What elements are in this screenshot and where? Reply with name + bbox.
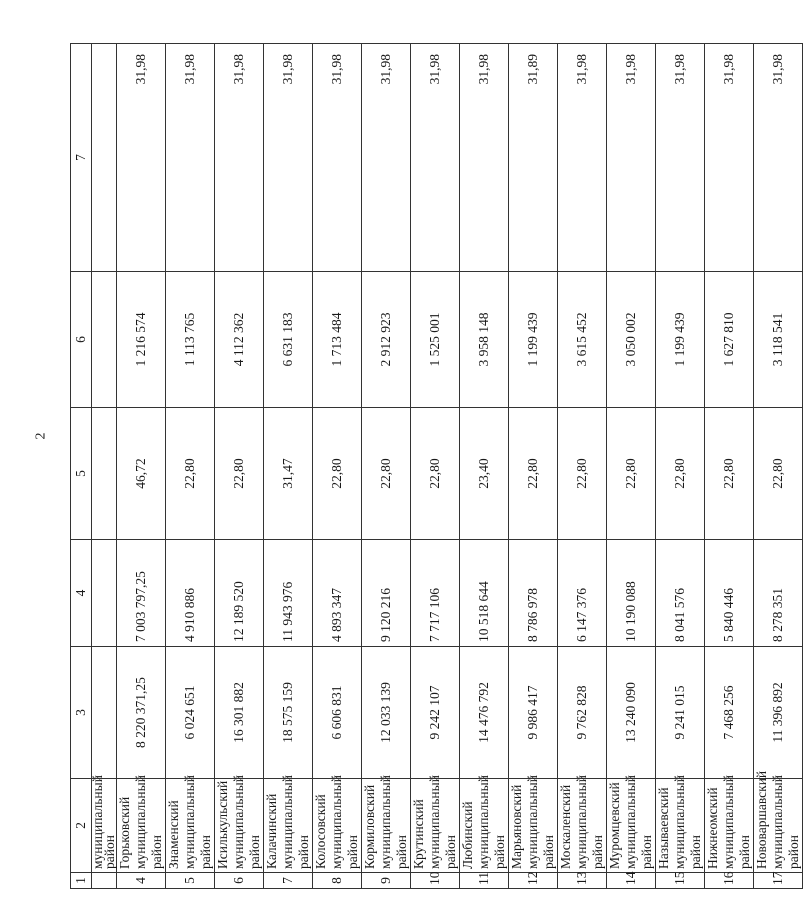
district-name-cell: Исилькульский муниципальный район <box>215 779 264 873</box>
column-6-value: 3 118 541 <box>754 272 803 408</box>
column-4-value: 8 041 576 <box>656 540 705 647</box>
column-5-value: 22,80 <box>362 408 411 540</box>
column-4-value: 6 147 376 <box>558 540 607 647</box>
column-5-value: 22,80 <box>705 408 754 540</box>
column-3-value: 6 606 831 <box>313 647 362 779</box>
district-name-cell: Кормиловский муниципальный район <box>362 779 411 873</box>
column-3-value: 9 241 015 <box>656 647 705 779</box>
table-row <box>460 44 509 889</box>
column-3-value: 13 240 090 <box>607 647 656 779</box>
table-row <box>313 44 362 889</box>
value-cell <box>92 272 117 408</box>
column-5-value: 22,80 <box>215 408 264 540</box>
row-number-cell: 14 <box>607 873 656 889</box>
column-header: 2 <box>71 779 92 873</box>
district-name-cell: муниципальный район <box>92 779 117 873</box>
column-7-value: 31,98 <box>656 44 705 272</box>
column-5-value: 22,80 <box>607 408 656 540</box>
column-7-value: 31,98 <box>460 44 509 272</box>
table-row <box>166 44 215 889</box>
column-5-value: 46,72 <box>117 408 166 540</box>
column-3-value: 11 396 892 <box>754 647 803 779</box>
column-5-value: 22,80 <box>558 408 607 540</box>
column-4-value: 7 003 797,25 <box>117 540 166 647</box>
column-header: 5 <box>71 408 92 540</box>
row-number-cell: 6 <box>215 873 264 889</box>
column-3-value: 16 301 882 <box>215 647 264 779</box>
row-number-cell: 5 <box>166 873 215 889</box>
column-3-value: 12 033 139 <box>362 647 411 779</box>
column-3-value: 9 986 417 <box>509 647 558 779</box>
district-name-cell: Калачинский муниципальный район <box>264 779 313 873</box>
table-row <box>215 44 264 889</box>
district-name-cell: Любинский муниципальный район <box>460 779 509 873</box>
column-7-value: 31,98 <box>313 44 362 272</box>
column-3-value: 7 468 256 <box>705 647 754 779</box>
column-header: 6 <box>71 272 92 408</box>
column-4-value: 4 893 347 <box>313 540 362 647</box>
column-5-value: 31,47 <box>264 408 313 540</box>
value-cell <box>92 44 117 272</box>
column-5-value: 22,80 <box>754 408 803 540</box>
page-number: 2 <box>33 432 49 440</box>
column-7-value: 31,98 <box>558 44 607 272</box>
column-7-value: 31,98 <box>215 44 264 272</box>
table-row <box>117 44 166 889</box>
column-6-value: 1 627 810 <box>705 272 754 408</box>
column-7-value: 31,98 <box>264 44 313 272</box>
value-cell <box>92 540 117 647</box>
district-name-cell: Москаленский муниципальный район <box>558 779 607 873</box>
row-number-cell: 17 <box>754 873 803 889</box>
column-header: 4 <box>71 540 92 647</box>
column-3-value: 6 024 651 <box>166 647 215 779</box>
column-7-value: 31,89 <box>509 44 558 272</box>
row-number-cell: 8 <box>313 873 362 889</box>
row-number-cell: 7 <box>264 873 313 889</box>
column-7-value: 31,98 <box>166 44 215 272</box>
column-7-value: 31,98 <box>705 44 754 272</box>
column-3-value: 18 575 159 <box>264 647 313 779</box>
column-7-value: 31,98 <box>607 44 656 272</box>
column-6-value: 3 958 148 <box>460 272 509 408</box>
district-name-cell: Знаменский муниципальный район <box>166 779 215 873</box>
row-number-cell: 12 <box>509 873 558 889</box>
table-row <box>558 44 607 889</box>
column-5-value: 22,80 <box>411 408 460 540</box>
row-number-cell: 4 <box>117 873 166 889</box>
table-row <box>607 44 656 889</box>
column-4-value: 12 189 520 <box>215 540 264 647</box>
column-5-value: 22,80 <box>166 408 215 540</box>
district-name-cell: Муромцевский муниципальный район <box>607 779 656 873</box>
district-name-cell: Называевский муниципальный район <box>656 779 705 873</box>
column-header: 3 <box>71 647 92 779</box>
row-number-cell: 9 <box>362 873 411 889</box>
column-4-value: 4 910 886 <box>166 540 215 647</box>
column-3-value: 8 220 371,25 <box>117 647 166 779</box>
header-row <box>71 44 92 889</box>
district-name-cell: Крутинский муниципальный район <box>411 779 460 873</box>
column-4-value: 8 278 351 <box>754 540 803 647</box>
column-3-value: 14 476 792 <box>460 647 509 779</box>
column-3-value: 9 242 107 <box>411 647 460 779</box>
table-row <box>509 44 558 889</box>
row-number-cell: 10 <box>411 873 460 889</box>
table-row <box>264 44 313 889</box>
table-viewport <box>70 44 801 889</box>
column-4-value: 8 786 978 <box>509 540 558 647</box>
column-7-value: 31,98 <box>362 44 411 272</box>
table-row <box>362 44 411 889</box>
table-row-continued <box>92 44 117 889</box>
row-number-cell: 13 <box>558 873 607 889</box>
row-number-cell <box>92 873 117 889</box>
row-number-cell: 16 <box>705 873 754 889</box>
column-4-value: 5 840 446 <box>705 540 754 647</box>
column-7-value: 31,98 <box>411 44 460 272</box>
column-6-value: 1 199 439 <box>509 272 558 408</box>
table-row <box>754 44 803 889</box>
data-table <box>70 43 803 889</box>
column-4-value: 9 120 216 <box>362 540 411 647</box>
column-6-value: 1 713 484 <box>313 272 362 408</box>
row-number-cell: 15 <box>656 873 705 889</box>
value-cell <box>92 647 117 779</box>
column-5-value: 22,80 <box>313 408 362 540</box>
column-6-value: 4 112 362 <box>215 272 264 408</box>
column-6-value: 1 113 765 <box>166 272 215 408</box>
column-5-value: 22,80 <box>656 408 705 540</box>
table-row <box>705 44 754 889</box>
district-name-cell: Колосовский муниципальный район <box>313 779 362 873</box>
district-name-cell: Нижнеомский муниципальный район <box>705 779 754 873</box>
table-row <box>411 44 460 889</box>
column-4-value: 10 518 644 <box>460 540 509 647</box>
column-7-value: 31,98 <box>117 44 166 272</box>
column-7-value: 31,98 <box>754 44 803 272</box>
column-5-value: 22,80 <box>509 408 558 540</box>
row-number-cell: 11 <box>460 873 509 889</box>
column-6-value: 2 912 923 <box>362 272 411 408</box>
column-6-value: 1 216 574 <box>117 272 166 408</box>
district-name-cell: Нововаршавский муниципальный район <box>754 779 803 873</box>
column-4-value: 11 943 976 <box>264 540 313 647</box>
column-header: 7 <box>71 44 92 272</box>
column-5-value: 23,40 <box>460 408 509 540</box>
column-4-value: 7 717 106 <box>411 540 460 647</box>
column-6-value: 6 631 183 <box>264 272 313 408</box>
column-6-value: 1 525 001 <box>411 272 460 408</box>
column-6-value: 3 050 002 <box>607 272 656 408</box>
column-6-value: 3 615 452 <box>558 272 607 408</box>
district-name-cell: Марьяновский муниципальный район <box>509 779 558 873</box>
column-header: 1 <box>71 873 92 889</box>
column-3-value: 9 762 828 <box>558 647 607 779</box>
column-4-value: 10 190 088 <box>607 540 656 647</box>
value-cell <box>92 408 117 540</box>
table-row <box>656 44 705 889</box>
district-name-cell: Горьковский муниципальный район <box>117 779 166 873</box>
column-6-value: 1 199 439 <box>656 272 705 408</box>
